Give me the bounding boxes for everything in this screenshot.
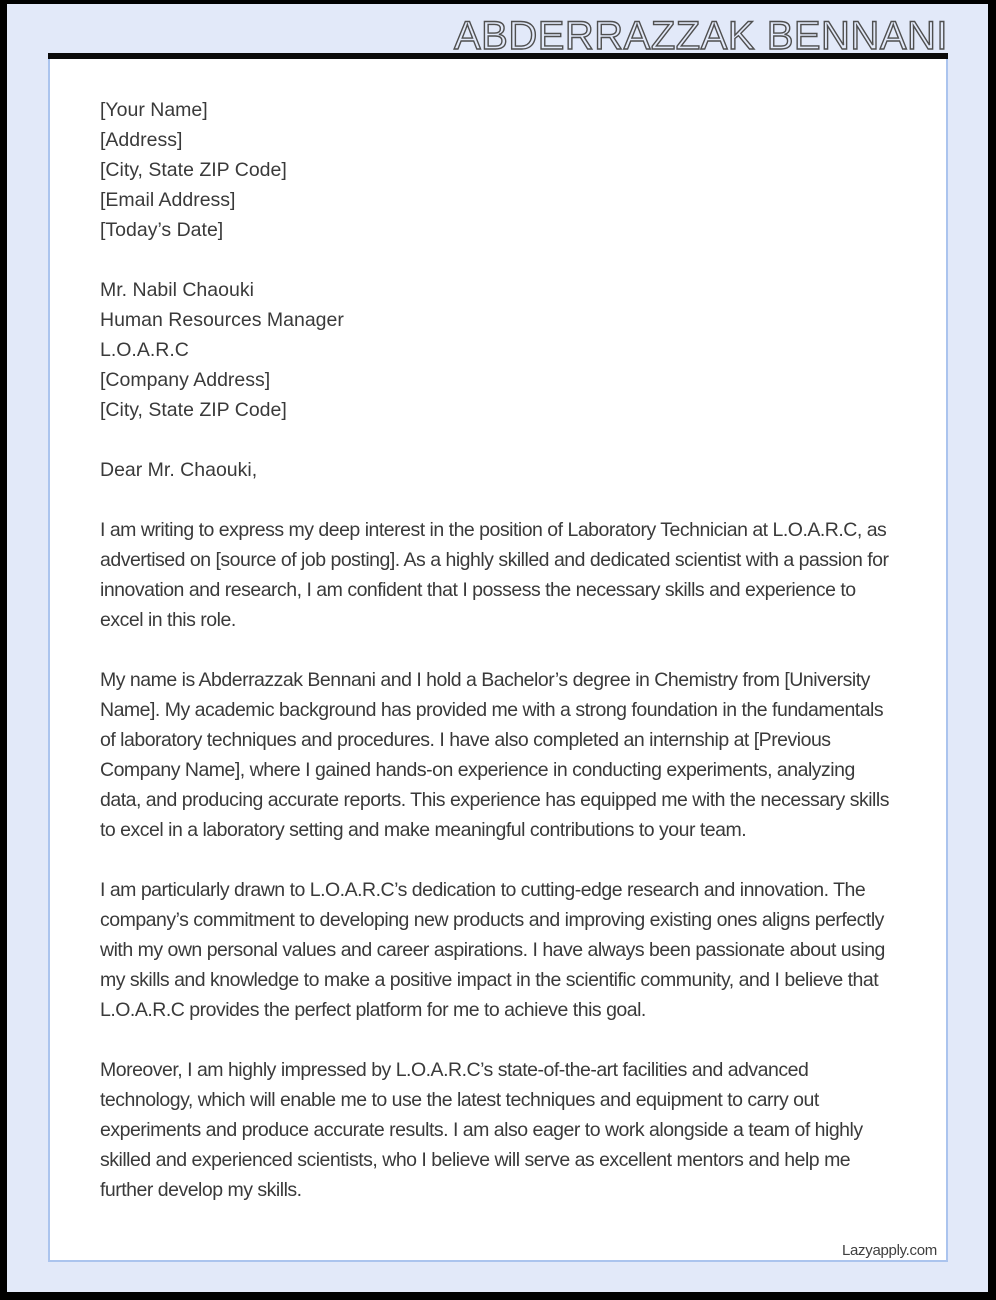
letterhead-name: ABDERRAZZAK BENNANI [453,14,948,58]
paragraph-background: My name is Abderrazzak Bennani and I hold a Bachelor’s degree in Chemistry from [University Name]. My academic background has provided me with a strong foundation in the fundamentals of laboratory techniques and procedures. I have also completed an internship at [Previous Company Name], where I gained hands-on experience in conducting experiments, analyzing data, and producing accurate reports. This experience has equipped me with the necessary skills to excel in a laboratory setting and make meaningful contributions to your team. [100,669,889,841]
recipient-city-line: [City, State ZIP Code] [100,399,287,421]
recipient-name-line: Mr. Nabil Chaouki [100,279,254,301]
sender-email-line: [Email Address] [100,189,236,211]
letterhead [48,4,948,58]
lazyapply-watermark: Lazyapply.com [841,1242,937,1259]
recipient-company-line: L.O.A.R.C [100,339,189,361]
paragraph-closing: Moreover, I am highly impressed by L.O.A.R.C’s state-of-the-art facilities and advanced technology, which will enable me to use the latest techniques and equipment to carry out experiments and produce accurate results. I am also eager to work alongside a team of highly skilled and experienced scientists, who I believe will serve as excellent mentors and help me further develop my skills. [100,1059,863,1201]
recipient-title-line: Human Resources Manager [100,309,344,331]
sender-block [100,95,900,245]
sender-city-line: [City, State ZIP Code] [100,159,287,181]
paragraph-motivation: I am particularly drawn to L.O.A.R.C’s dedication to cutting-edge research and innovation. The company’s commitment to developing new products and improving existing ones aligns perfectly with my own personal values and career aspirations. I have always been passionate about using my skills and knowledge to make a positive impact in the scientific community, and I believe that L.O.A.R.C provides the perfect platform for me to achieve this goal. [100,879,885,1021]
recipient-address-line: [Company Address] [100,369,271,391]
sender-date-line: [Today’s Date] [100,219,224,241]
sender-name-line: [Your Name] [100,99,208,121]
recipient-block [100,275,900,425]
paragraph-intro: I am writing to express my deep interest in the position of Laboratory Technician at L.O.A.R.C, as advertised on [source of job posting]. As a highly skilled and dedicated scientist with a passion for innovation and research, I am confident that I possess the necessary skills and experience to excel in this role. [100,519,889,631]
sender-address-line: [Address] [100,129,183,151]
letter-page [48,59,948,1262]
salutation: Dear Mr. Chaouki, [100,459,258,481]
letter-body [50,59,946,1205]
